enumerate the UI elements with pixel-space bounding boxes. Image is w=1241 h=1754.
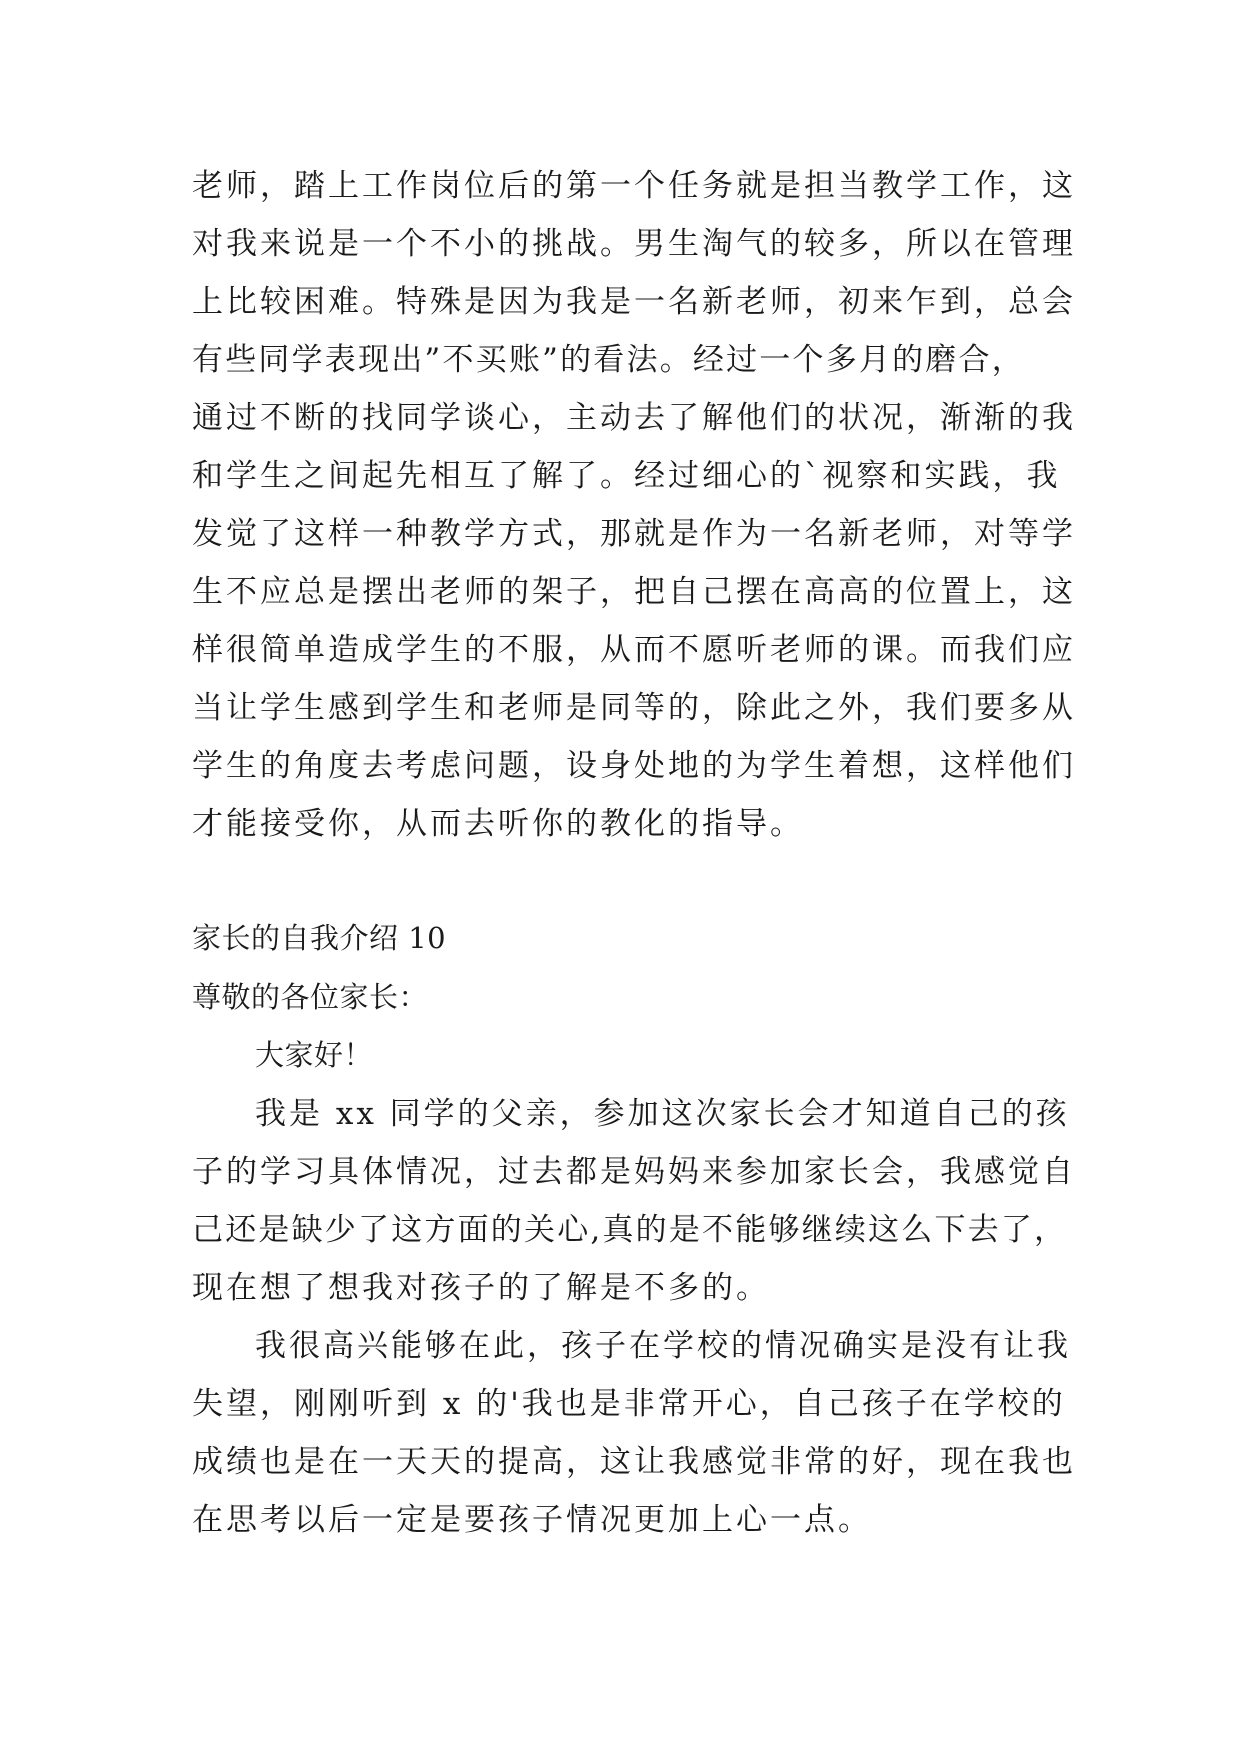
body-text-line: 学生的角度去考虑问题，设身处地的为学生着想，这样他们 xyxy=(192,748,1076,784)
paragraph-line: 在思考以后一定是要孩子情况更加上心一点。 xyxy=(192,1502,872,1538)
section-title: 家长的自我介绍 10 xyxy=(192,921,447,955)
body-text-line: 上比较困难。特殊是因为我是一名新老师，初来乍到，总会 xyxy=(192,284,1076,320)
paragraph-line: 现在想了想我对孩子的了解是不多的。 xyxy=(192,1270,770,1306)
body-text-line: 当让学生感到学生和老师是同等的，除此之外，我们要多从 xyxy=(192,690,1076,726)
body-text-line: 对我来说是一个不小的挑战。男生淘气的较多，所以在管理 xyxy=(192,226,1076,262)
body-text-line: 发觉了这样一种教学方式，那就是作为一名新老师，对等学 xyxy=(192,516,1076,552)
body-text-line: 老师，踏上工作岗位后的第一个任务就是担当教学工作，这 xyxy=(192,168,1076,204)
greeting: 大家好！ xyxy=(255,1038,374,1072)
body-text-line: 才能接受你，从而去听你的教化的指导。 xyxy=(192,806,804,842)
body-text-line: 和学生之间起先相互了解了。经过细心的`视察和实践，我 xyxy=(192,458,1061,494)
paragraph-line: 失望，刚刚听到 x 的'我也是非常开心，自己孩子在学校的 xyxy=(192,1386,1066,1422)
paragraph-line: 子的学习具体情况，过去都是妈妈来参加家长会，我感觉自 xyxy=(192,1154,1076,1190)
paragraph-line: 我很高兴能够在此，孩子在学校的情况确实是没有让我 xyxy=(255,1328,1071,1364)
body-text-line: 有些同学表现出”不买账”的看法。经过一个多月的磨合， xyxy=(192,342,1025,378)
paragraph-line: 成绩也是在一天天的提高，这让我感觉非常的好，现在我也 xyxy=(192,1444,1076,1480)
paragraph-line: 己还是缺少了这方面的关心,真的是不能够继续这么下去了， xyxy=(192,1212,1068,1248)
body-text-line: 生不应总是摆出老师的架子，把自己摆在高高的位置上，这 xyxy=(192,574,1076,610)
salutation: 尊敬的各位家长： xyxy=(192,980,429,1014)
body-text-line: 通过不断的找同学谈心，主动去了解他们的状况，渐渐的我 xyxy=(192,400,1076,436)
paragraph-line: 我是 xx 同学的父亲，参加这次家长会才知道自己的孩 xyxy=(255,1096,1070,1132)
body-text-line: 样很简单造成学生的不服，从而不愿听老师的课。而我们应 xyxy=(192,632,1076,668)
